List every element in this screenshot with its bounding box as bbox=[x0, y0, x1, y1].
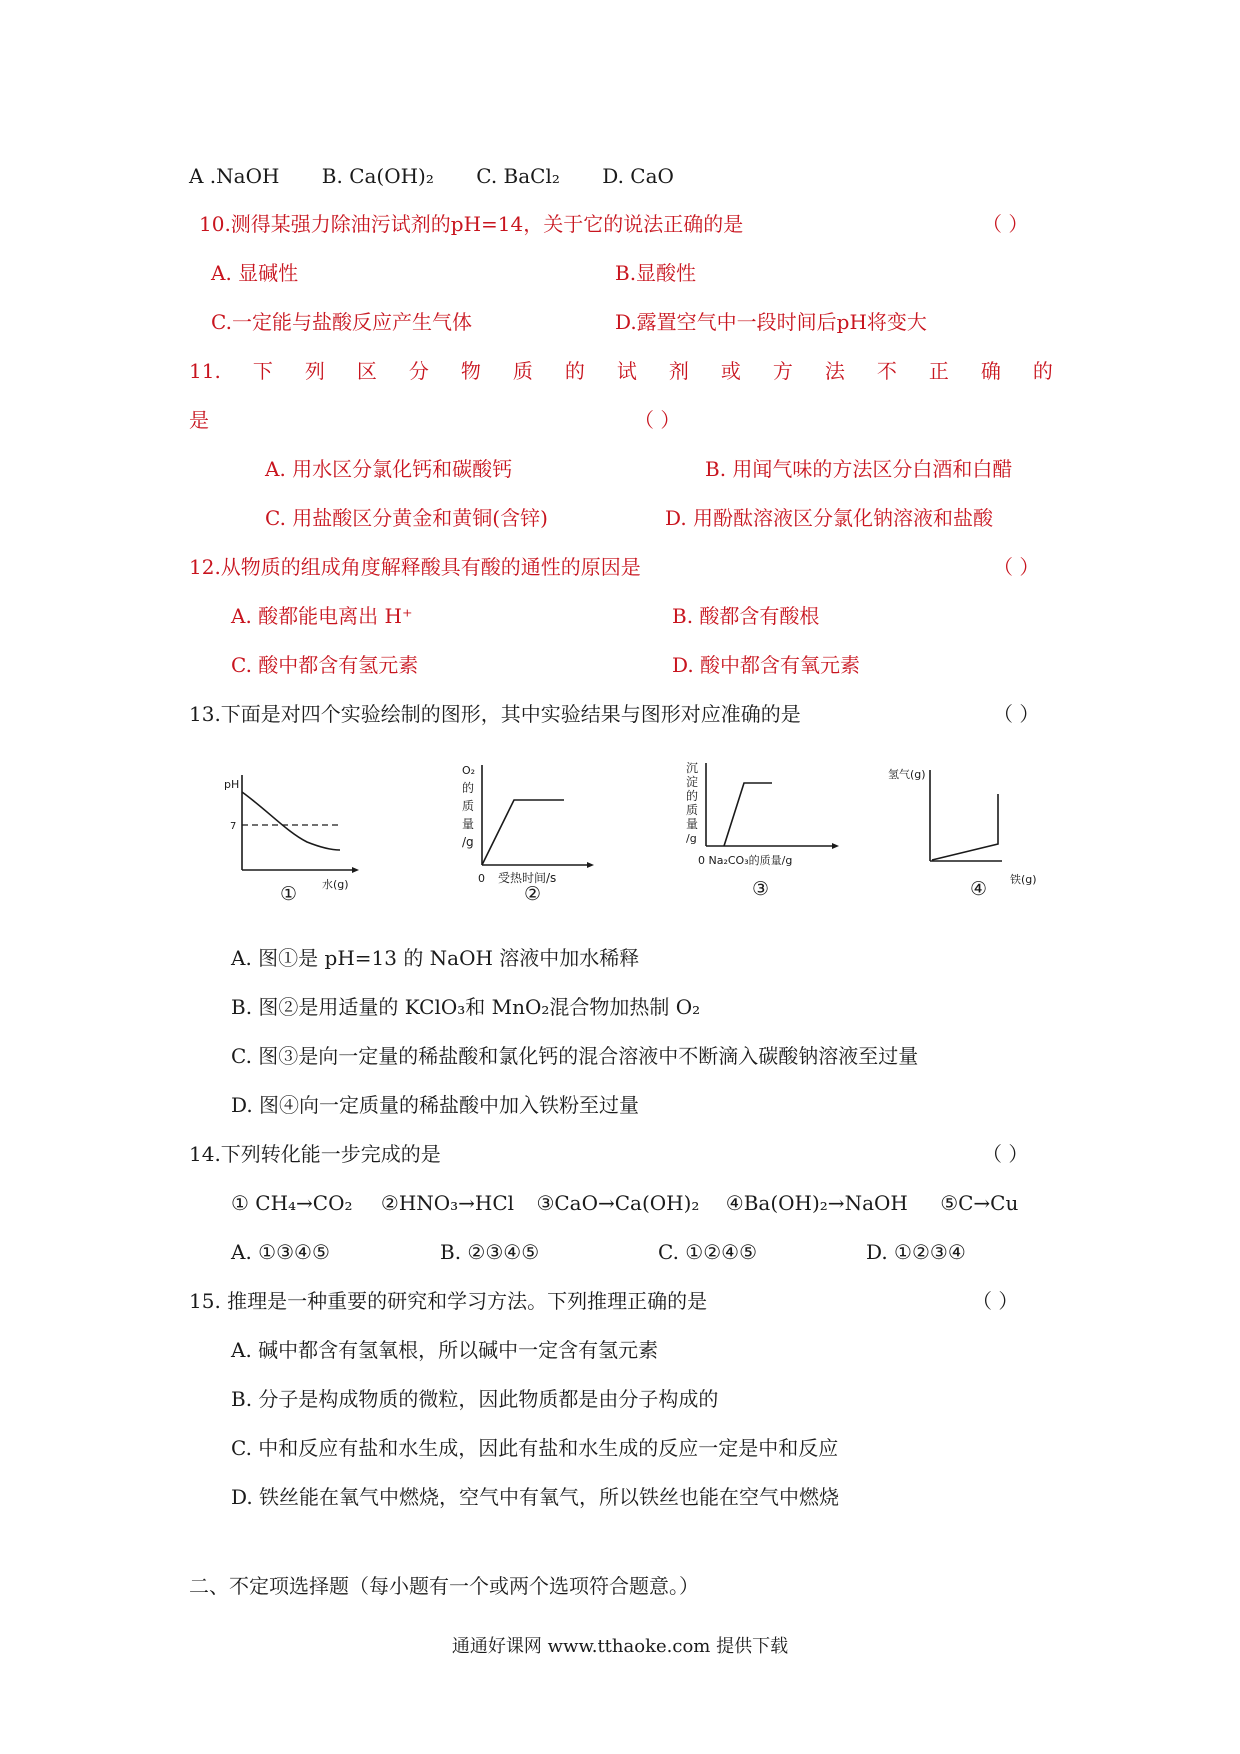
y-label-line: 质 bbox=[462, 799, 475, 813]
q10-option-b: B.显酸性 bbox=[615, 261, 697, 285]
q13-option-d: D. 图④向一定质量的稀盐酸中加入铁粉至过量 bbox=[231, 1093, 640, 1117]
x-axis-arrow bbox=[832, 843, 839, 849]
q15-option-d: D. 铁丝能在氧气中燃烧，空气中有氧气，所以铁丝也能在空气中燃烧 bbox=[231, 1485, 840, 1509]
page-footer: 通通好课网 www.tthaoke.com 提供下载 bbox=[451, 1636, 789, 1657]
y-label-line: 量 bbox=[462, 817, 475, 831]
q11-stem-char: 区 bbox=[356, 359, 377, 383]
q11-stem-char: 列 bbox=[304, 359, 325, 383]
q13-option-c: C. 图③是向一定量的稀盐酸和氯化钙的混合溶液中不断滴入碳酸钠溶液至过量 bbox=[231, 1044, 919, 1068]
y-label-line: 量 bbox=[686, 817, 699, 831]
q14-items bbox=[231, 1189, 1018, 1217]
q12-option-c: C. 酸中都含有氢元素 bbox=[231, 653, 419, 677]
o2-mass-graph bbox=[452, 760, 602, 910]
q14-item: ④Ba(OH)₂→NaOH bbox=[725, 1191, 908, 1215]
ph-curve bbox=[242, 792, 340, 850]
q11-stem-char: 确 bbox=[980, 359, 1001, 383]
q11-option-a: A. 用水区分氯化钙和碳酸钙 bbox=[265, 457, 513, 481]
q11-stem-char: 试 bbox=[616, 359, 637, 383]
q15-stem: 15. 推理是一种重要的研究和学习方法。下列推理正确的是 bbox=[189, 1289, 708, 1313]
x-axis-label: 0 Na₂CO₃的质量/g bbox=[698, 854, 793, 867]
q11-stem-char: 剂 bbox=[668, 359, 689, 383]
q11-stem-char: 不 bbox=[876, 359, 897, 383]
q11-answer-paren: （ ） bbox=[634, 408, 681, 432]
figure-caption: ③ bbox=[752, 878, 770, 900]
x-axis-label: 水(g) bbox=[322, 878, 349, 891]
figure-caption: ① bbox=[280, 883, 298, 905]
q15-option-b: B. 分子是构成物质的微粒，因此物质都是由分子构成的 bbox=[231, 1387, 719, 1411]
q15-option-a: A. 碱中都含有氢氧根，所以碱中一定含有氢元素 bbox=[231, 1338, 659, 1362]
q14-item: ②HNO₃→HCl bbox=[380, 1191, 515, 1215]
q11-stem-end: 是 bbox=[189, 408, 209, 432]
q11-stem-char: 或 bbox=[720, 359, 741, 383]
q9-option-d: D. CaO bbox=[602, 164, 674, 188]
q14-item: ⑤C→Cu bbox=[940, 1191, 1019, 1215]
o2-line bbox=[482, 800, 564, 865]
tick-7-label: 7 bbox=[230, 821, 237, 832]
q9-option-a: A .NaOH bbox=[189, 164, 280, 188]
y-label-line: O₂ bbox=[462, 764, 476, 777]
section-2-heading: 二、不定项选择题（每小题有一个或两个选项符合题意。） bbox=[189, 1574, 699, 1598]
q11-option-c: C. 用盐酸区分黄金和黄铜(含锌) bbox=[265, 506, 548, 530]
q10-option-c: C.一定能与盐酸反应产生气体 bbox=[211, 310, 472, 334]
q13-figure-1 bbox=[222, 770, 372, 914]
q14-option-d: D. ①②③④ bbox=[866, 1240, 966, 1264]
q13-option-a: A. 图①是 pH=13 的 NaOH 溶液中加水稀释 bbox=[231, 946, 640, 970]
q13-figure-2 bbox=[452, 760, 602, 914]
q11-stem bbox=[189, 357, 1053, 385]
ph-dilution-graph bbox=[222, 770, 372, 910]
q15-answer-paren: （ ） bbox=[972, 1289, 1019, 1313]
hydrogen-line bbox=[932, 794, 998, 860]
q11-stem-char: 分 bbox=[408, 359, 429, 383]
y-axis-label: 氢气(g) bbox=[888, 768, 926, 781]
q13-answer-paren: （ ） bbox=[993, 702, 1040, 726]
q12-option-a: A. 酸都能电离出 H⁺ bbox=[231, 604, 413, 628]
q9-options bbox=[189, 162, 674, 190]
y-label-line: 的 bbox=[462, 781, 475, 795]
q13-option-b: B. 图②是用适量的 KClO₃和 MnO₂混合物加热制 O₂ bbox=[231, 995, 701, 1019]
x-axis-label: 铁(g) bbox=[1010, 873, 1037, 886]
q9-option-b: B. Ca(OH)₂ bbox=[321, 164, 434, 188]
q14-item: ③CaO→Ca(OH)₂ bbox=[536, 1191, 700, 1215]
precipitate-line bbox=[724, 783, 772, 846]
q11-stem-char: 方 bbox=[772, 359, 793, 383]
q12-answer-paren: （ ） bbox=[993, 555, 1040, 579]
q11-stem-char: 法 bbox=[824, 359, 845, 383]
q11-stem-char: 的 bbox=[564, 359, 585, 383]
y-label-line: /g bbox=[686, 832, 697, 845]
q10-option-d: D.露置空气中一段时间后pH将变大 bbox=[615, 310, 927, 334]
q13-stem: 13.下面是对四个实验绘制的图形，其中实验结果与图形对应准确的是 bbox=[189, 702, 801, 726]
y-label-line: 质 bbox=[686, 803, 699, 817]
q15-option-c: C. 中和反应有盐和水生成，因此有盐和水生成的反应一定是中和反应 bbox=[231, 1436, 839, 1460]
y-axis-label: pH bbox=[224, 778, 240, 791]
q14-answer-paren: （ ） bbox=[982, 1142, 1029, 1166]
y-label-line: 沉 bbox=[686, 761, 699, 775]
q11-stem-char: 物 bbox=[460, 359, 481, 383]
q14-item: ① CH₄→CO₂ bbox=[231, 1191, 353, 1215]
q12-option-d: D. 酸中都含有氧元素 bbox=[672, 653, 861, 677]
y-label-line: 的 bbox=[686, 789, 699, 803]
origin-label: 0 bbox=[478, 872, 485, 885]
x-axis-arrow bbox=[587, 862, 594, 868]
q11-option-d: D. 用酚酞溶液区分氯化钠溶液和盐酸 bbox=[665, 506, 994, 530]
q14-stem: 14.下列转化能一步完成的是 bbox=[189, 1142, 441, 1166]
q11-option-b: B. 用闻气味的方法区分白酒和白醋 bbox=[705, 457, 1013, 481]
figure-caption: ② bbox=[524, 883, 542, 905]
q10-option-a: A. 显碱性 bbox=[211, 261, 299, 285]
q11-stem-char: 的 bbox=[1032, 359, 1053, 383]
q14-option-c: C. ①②④⑤ bbox=[658, 1240, 758, 1264]
x-axis-arrow bbox=[352, 867, 359, 873]
figure-caption: ④ bbox=[970, 878, 988, 900]
q11-stem-char: 正 bbox=[928, 359, 949, 383]
q10-stem: 10.测得某强力除油污试剂的pH=14，关于它的说法正确的是 bbox=[199, 212, 744, 236]
q12-option-b: B. 酸都含有酸根 bbox=[672, 604, 820, 628]
precipitate-mass-graph bbox=[682, 758, 852, 910]
q14-option-b: B. ②③④⑤ bbox=[440, 1240, 540, 1264]
hydrogen-iron-graph bbox=[882, 758, 1052, 910]
q11-stem-char: 下 bbox=[252, 359, 273, 383]
q10-answer-paren: （ ） bbox=[982, 212, 1029, 236]
q11-stem-char: 质 bbox=[512, 359, 533, 383]
y-label-line: 淀 bbox=[686, 775, 699, 789]
q9-option-c: C. BaCl₂ bbox=[476, 164, 560, 188]
q13-figure-3 bbox=[682, 758, 852, 914]
q11-stem-char: 11. bbox=[189, 359, 221, 383]
q12-stem: 12.从物质的组成角度解释酸具有酸的通性的原因是 bbox=[189, 555, 641, 579]
q14-option-a: A. ①③④⑤ bbox=[231, 1240, 330, 1264]
y-label-line: /g bbox=[462, 835, 474, 849]
q13-figure-4 bbox=[882, 758, 1052, 914]
x-axis-label: 受热时间/s bbox=[498, 871, 557, 885]
